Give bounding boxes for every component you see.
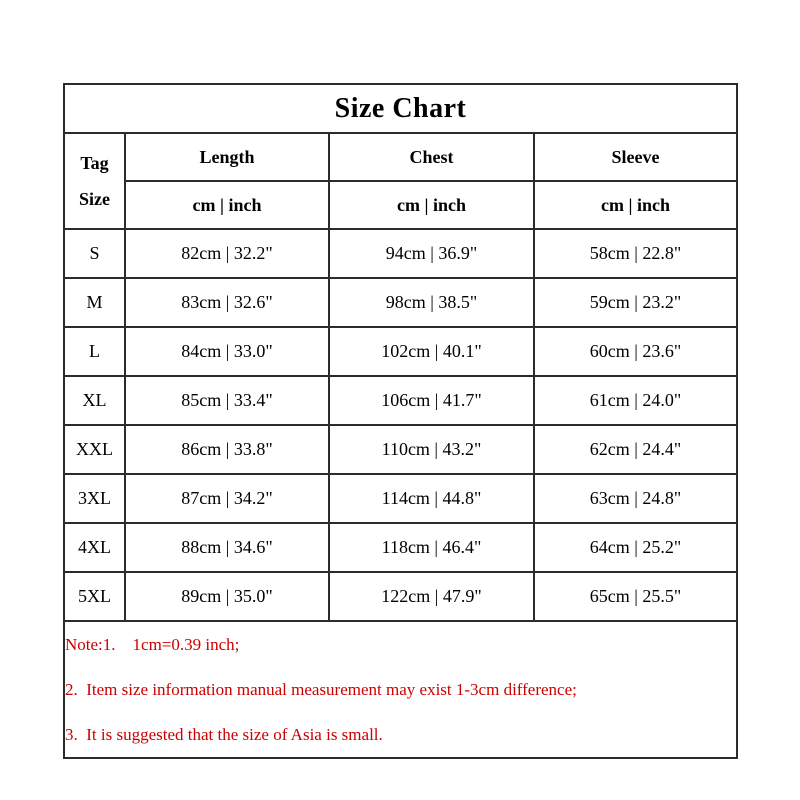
tag-header-line1: Tag (80, 152, 109, 173)
header-row-measures (64, 133, 737, 181)
size-cell: L (64, 327, 125, 376)
sleeve-cell: 63cm | 24.8" (534, 474, 737, 523)
length-cell: 89cm | 35.0" (125, 572, 329, 621)
column-header-chest: Chest (329, 133, 534, 181)
length-cell: 82cm | 32.2" (125, 229, 329, 278)
note-line-1: Note:1. 1cm=0.39 inch; (65, 634, 240, 654)
length-cell: 87cm | 34.2" (125, 474, 329, 523)
notes-row (64, 621, 737, 758)
table-row-m (64, 278, 737, 327)
size-cell: 3XL (64, 474, 125, 523)
table-row-4xl (64, 523, 737, 572)
tag-size-header (64, 133, 125, 229)
header-row-units (64, 181, 737, 229)
sleeve-cell: 61cm | 24.0" (534, 376, 737, 425)
size-cell: M (64, 278, 125, 327)
column-header-sleeve: Sleeve (534, 133, 737, 181)
table-row-3xl (64, 474, 737, 523)
size-chart-table (63, 83, 738, 759)
table-row-xxl (64, 425, 737, 474)
size-cell: XL (64, 376, 125, 425)
table-row-l (64, 327, 737, 376)
unit-header-length: cm | inch (125, 181, 329, 229)
chest-cell: 110cm | 43.2" (329, 425, 534, 474)
note-line-2: 2. Item size information manual measurement may exist 1-3cm difference; (65, 679, 577, 699)
notes-section (64, 621, 737, 758)
chest-cell: 94cm | 36.9" (329, 229, 534, 278)
length-cell: 85cm | 33.4" (125, 376, 329, 425)
note-line-3: 3. It is suggested that the size of Asia is small. (65, 724, 383, 744)
sleeve-cell: 64cm | 25.2" (534, 523, 737, 572)
size-cell: 5XL (64, 572, 125, 621)
unit-header-sleeve: cm | inch (534, 181, 737, 229)
chart-title: Size Chart (64, 84, 737, 133)
title-row (64, 84, 737, 133)
table-row-s (64, 229, 737, 278)
sleeve-cell: 59cm | 23.2" (534, 278, 737, 327)
column-header-length: Length (125, 133, 329, 181)
chest-cell: 122cm | 47.9" (329, 572, 534, 621)
tag-header-line2: Size (79, 189, 110, 210)
size-cell: 4XL (64, 523, 125, 572)
sleeve-cell: 65cm | 25.5" (534, 572, 737, 621)
sleeve-cell: 60cm | 23.6" (534, 327, 737, 376)
length-cell: 84cm | 33.0" (125, 327, 329, 376)
sleeve-cell: 58cm | 22.8" (534, 229, 737, 278)
unit-header-chest: cm | inch (329, 181, 534, 229)
length-cell: 86cm | 33.8" (125, 425, 329, 474)
size-cell: S (64, 229, 125, 278)
length-cell: 83cm | 32.6" (125, 278, 329, 327)
chest-cell: 106cm | 41.7" (329, 376, 534, 425)
sleeve-cell: 62cm | 24.4" (534, 425, 737, 474)
table-row-5xl (64, 572, 737, 621)
length-cell: 88cm | 34.6" (125, 523, 329, 572)
chest-cell: 102cm | 40.1" (329, 327, 534, 376)
chest-cell: 118cm | 46.4" (329, 523, 534, 572)
size-cell: XXL (64, 425, 125, 474)
table-row-xl (64, 376, 737, 425)
chest-cell: 98cm | 38.5" (329, 278, 534, 327)
chest-cell: 114cm | 44.8" (329, 474, 534, 523)
